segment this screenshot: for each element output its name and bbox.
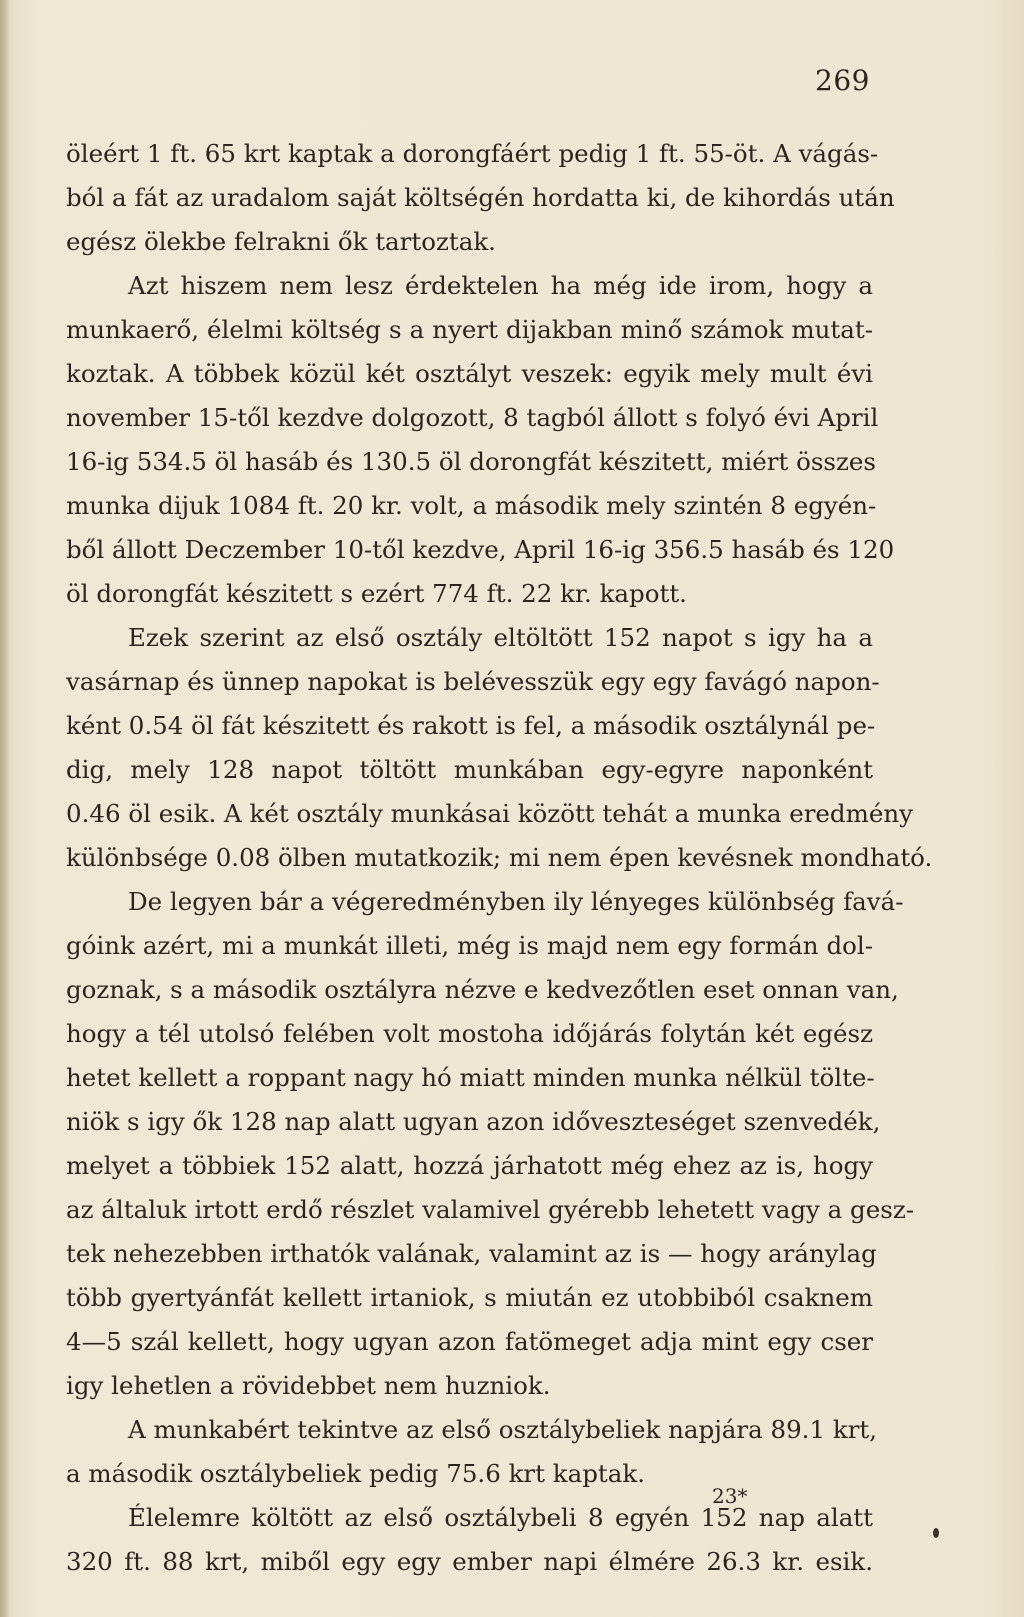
text-line: Élelemre költött az első osztálybeli 8 egyén 152 nap alatt	[128, 1503, 873, 1532]
text-line: hetet kellett a roppant nagy hó miatt minden munka nélkül tölte-	[66, 1063, 875, 1092]
text-line: melyet a többiek 152 alatt, hozzá járhatott még ehez az is, hogy	[66, 1151, 873, 1180]
text-line: goznak, s a második osztályra nézve e kedvezőtlen eset onnan van,	[66, 975, 899, 1004]
text-line: De legyen bár a végeredményben ily lényeges különbség favá-	[128, 887, 904, 916]
text-line: 0.46 öl esik. A két osztály munkásai között tehát a munka eredmény	[66, 799, 913, 828]
text-line: A munkabért tekintve az első osztálybeliek napjára 89.1 krt,	[128, 1415, 878, 1444]
body-text	[66, 132, 933, 1584]
text-line: vasárnap és ünnep napokat is belévesszük egy egy favágó napon-	[66, 667, 880, 696]
text-line: igy lehetlen a rövidebbet nem huzniok.	[66, 1371, 551, 1400]
ink-dot	[933, 1528, 939, 1538]
text-line: hogy a tél utolsó felében volt mostoha időjárás folytán két egész	[66, 1019, 873, 1048]
text-line: egész ölekbe felrakni ők tartoztak.	[66, 227, 496, 256]
page-number: 269	[815, 64, 870, 97]
text-line: niök s igy ők 128 nap alatt ugyan azon időveszteséget szenvedék,	[66, 1107, 881, 1136]
page-spine-shadow	[0, 0, 10, 1617]
text-line: 16-ig 534.5 öl hasáb és 130.5 öl dorongfát készitett, miért összes	[66, 447, 876, 476]
text-line: góink azért, mi a munkát illeti, még is majd nem egy formán dol-	[66, 931, 873, 960]
text-line: az általuk irtott erdő részlet valamivel gyérebb lehetett vagy a gesz-	[66, 1195, 915, 1224]
text-line: ből állott Deczember 10-től kezdve, April 16-ig 356.5 hasáb és 120	[66, 535, 895, 564]
text-line: öleért 1 ft. 65 krt kaptak a dorongfáért pedig 1 ft. 55-öt. A vágás-	[66, 139, 879, 168]
text-line: több gyertyánfát kellett irtaniok, s miután ez utobbiból csaknem	[66, 1283, 873, 1312]
text-line: 320 ft. 88 krt, miből egy egy ember napi élmére 26.3 kr. esik.	[66, 1547, 873, 1576]
text-line: tek nehezebben irthatók valának, valamint az is — hogy aránylag	[66, 1239, 877, 1268]
text-line: Ezek szerint az első osztály eltöltött 152 napot s igy ha a	[128, 623, 873, 652]
text-line: koztak. A többek közül két osztályt veszek: egyik mely mult évi	[66, 359, 873, 388]
text-line: a második osztálybeliek pedig 75.6 krt kaptak.	[66, 1459, 645, 1488]
text-line: munkaerő, élelmi költség s a nyert dijakban minő számok mutat-	[66, 315, 873, 344]
text-line: ból a fát az uradalom saját költségén hordatta ki, de kihordás után	[66, 183, 895, 212]
text-line: november 15-től kezdve dolgozott, 8 tagból állott s folyó évi April	[66, 403, 879, 432]
text-line: 4—5 szál kellett, hogy ugyan azon fatömeget adja mint egy cser	[66, 1327, 873, 1356]
text-line: munka dijuk 1084 ft. 20 kr. volt, a második mely szintén 8 egyén-	[66, 491, 877, 520]
text-line: dig, mely 128 napot töltött munkában egy-egyre naponként	[66, 755, 873, 784]
text-line: különbsége 0.08 ölben mutatkozik; mi nem épen kevésnek mondható.	[66, 843, 933, 872]
signature-mark: 23*	[712, 1484, 748, 1508]
text-line: öl dorongfát készitett s ezért 774 ft. 22 kr. kapott.	[66, 579, 687, 608]
text-line: ként 0.54 öl fát készitett és rakott is fel, a második osztálynál pe-	[66, 711, 876, 740]
text-line: Azt hiszem nem lesz érdektelen ha még ide irom, hogy a	[128, 271, 873, 300]
